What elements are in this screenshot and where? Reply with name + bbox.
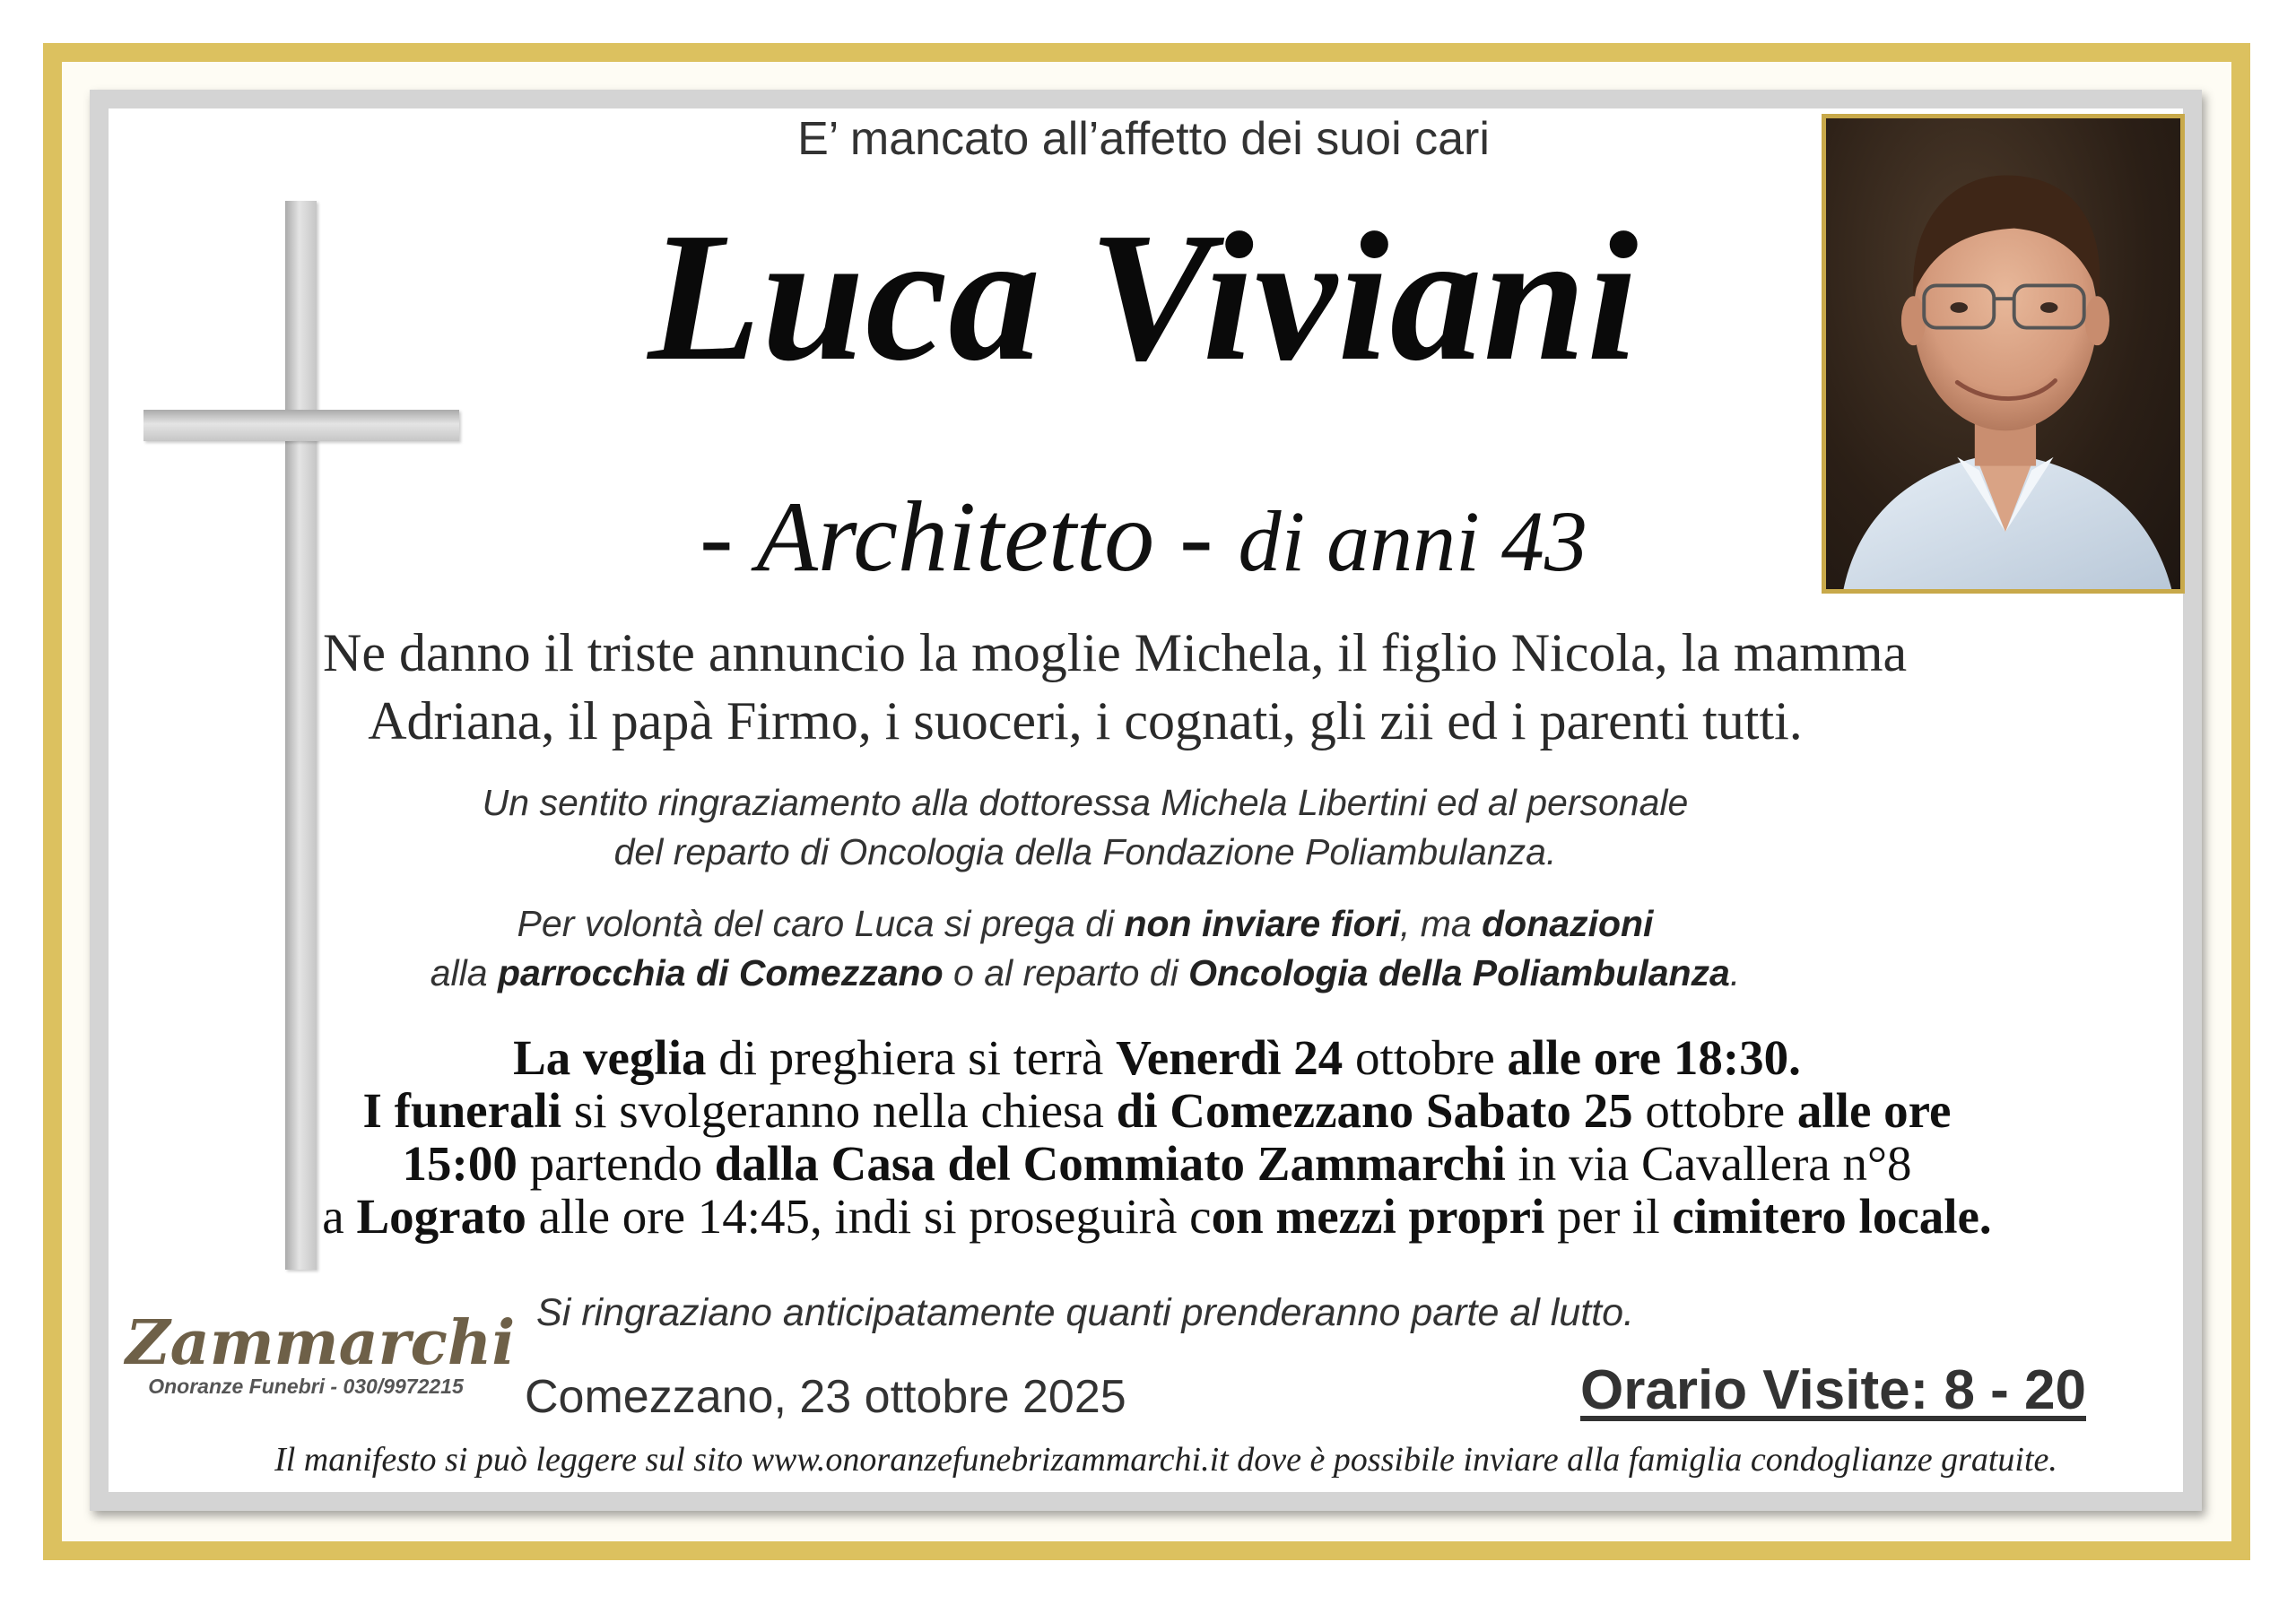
announcement-line: Adriana, il papà Firmo, i suoceri, i cognati, gli zii ed i parenti tutti. bbox=[368, 691, 1803, 750]
emphasis-span: Lograto bbox=[356, 1189, 526, 1244]
emphasis-span: dalla Casa del Commiato Zammarchi bbox=[714, 1136, 1506, 1191]
thanks-staff-text bbox=[341, 778, 1830, 877]
profession-text: - Architetto - bbox=[700, 482, 1213, 593]
flowers-line bbox=[341, 949, 1830, 998]
emphasis-span: donazioni bbox=[1482, 903, 1654, 944]
flowers-request-text bbox=[341, 899, 1830, 998]
text-span: . bbox=[1729, 952, 1741, 993]
announcement-text bbox=[323, 619, 1908, 755]
emphasis-span: La veglia bbox=[513, 1030, 707, 1085]
cross-horizontal-bar bbox=[144, 410, 459, 441]
emphasis-span: alle ore bbox=[1796, 1083, 1952, 1138]
flowers-line bbox=[341, 899, 1830, 949]
text-span: Per volontà del caro Luca si prega di bbox=[517, 903, 1125, 944]
ceremony-line bbox=[305, 1031, 2009, 1084]
age-text: di anni 43 bbox=[1238, 493, 1587, 589]
ceremony-line bbox=[305, 1190, 2009, 1243]
funeral-home-logo: Zammarchi bbox=[126, 1307, 516, 1379]
text-span: alla bbox=[430, 952, 498, 993]
deceased-name: Luca Viviani bbox=[648, 194, 1639, 399]
visiting-hours: Orario Visite: 8 - 20 bbox=[1580, 1359, 2086, 1421]
emphasis-span: on mezzi propri bbox=[1211, 1189, 1545, 1244]
text-span: o al reparto di bbox=[943, 952, 1189, 993]
emphasis-span: Venerdì 24 bbox=[1116, 1030, 1344, 1085]
emphasis-span: Oncologia della Poliambulanza bbox=[1188, 952, 1730, 993]
funeral-home-subtitle: Onoranze Funebri - 030/9972215 bbox=[148, 1375, 464, 1398]
text-span: , ma bbox=[1400, 903, 1483, 944]
text-span: di preghiera si terrà bbox=[706, 1030, 1117, 1085]
intro-text: E’ mancato all’affetto dei suoi cari bbox=[797, 113, 1490, 165]
text-span: a bbox=[322, 1189, 357, 1244]
text-span: alle ore 14:45, indi si proseguirà c bbox=[526, 1189, 1212, 1244]
ceremony-line bbox=[305, 1084, 2009, 1137]
emphasis-span: cimitero locale. bbox=[1672, 1189, 1992, 1244]
text-span: ottobre bbox=[1632, 1083, 1797, 1138]
thanks-line: Un sentito ringraziamento alla dottoressa Michela Libertini ed al personale bbox=[482, 782, 1689, 823]
portrait-illustration bbox=[1826, 118, 2180, 589]
date-place: Comezzano, 23 ottobre 2025 bbox=[525, 1371, 1126, 1423]
portrait-photo bbox=[1822, 114, 2185, 594]
emphasis-span: di Comezzano Sabato 25 bbox=[1116, 1083, 1633, 1138]
thanks-line: del reparto di Oncologia della Fondazione Poliambulanza. bbox=[613, 831, 1557, 872]
emphasis-span: non inviare fiori bbox=[1124, 903, 1400, 944]
emphasis-span: 15:00 bbox=[402, 1136, 517, 1191]
text-span: in via Cavallera n°8 bbox=[1505, 1136, 1912, 1191]
announcement-line: Ne danno il triste annuncio la moglie Michela, il figlio Nicola, la mamma bbox=[323, 623, 1908, 682]
text-span: ottobre bbox=[1343, 1030, 1508, 1085]
emphasis-span: parrocchia di Comezzano bbox=[497, 952, 944, 993]
ceremony-details bbox=[305, 1031, 2009, 1243]
emphasis-span: alle ore 18:30. bbox=[1507, 1030, 1801, 1085]
text-span: si svolgeranno nella chiesa bbox=[561, 1083, 1117, 1138]
closing-thanks: Si ringraziano anticipatamente quanti prenderanno parte al lutto. bbox=[536, 1291, 1634, 1334]
emphasis-span: I funerali bbox=[362, 1083, 562, 1138]
profession-line bbox=[314, 480, 1973, 595]
website-note: Il manifesto si può leggere sul sito www.onoranzefunebrizammarchi.it dove è possibile inviare alla famiglia condoglianze gratuite. bbox=[274, 1441, 2057, 1479]
text-span: per il bbox=[1544, 1189, 1673, 1244]
ceremony-line bbox=[305, 1137, 2009, 1190]
text-span: partendo bbox=[517, 1136, 715, 1191]
